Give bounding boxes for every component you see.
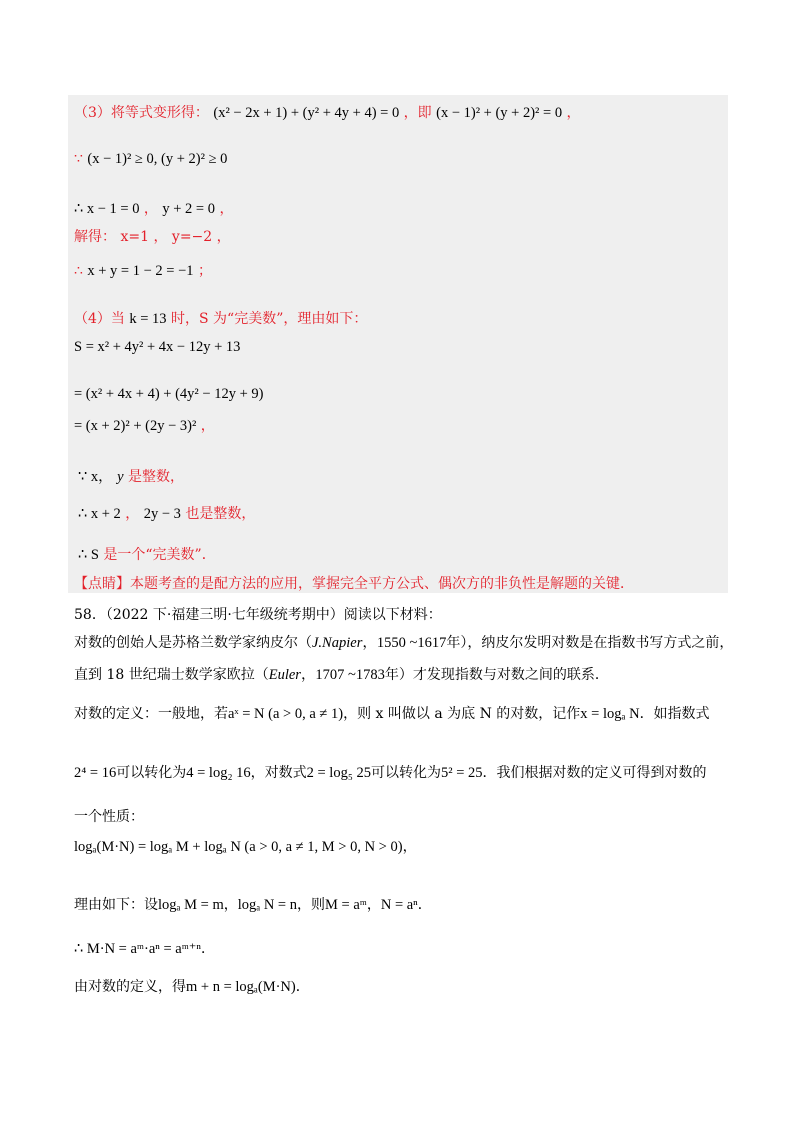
part3-line1 <box>74 104 581 122</box>
problem-p2 <box>74 666 609 684</box>
final-eq: m + n = logₐ(M·N) <box>186 979 296 995</box>
solve-label: 解得： <box>74 229 116 245</box>
final-a: 由对数的定义，得 <box>74 979 186 995</box>
part4-k-eq: k = 13 <box>129 311 167 327</box>
part4-step2-end: ， <box>200 418 215 434</box>
mult-end: ． <box>201 941 215 957</box>
problem-p1 <box>74 634 733 652</box>
part3-line2 <box>74 150 227 168</box>
reason-eq4: N = aⁿ <box>380 897 418 913</box>
part3-sep: ，即 <box>403 105 432 121</box>
so-symbol: ∴ <box>74 263 83 279</box>
problem-title-text: 58．（2022 下·福建三明·七年级统考期中）阅读以下材料： <box>74 607 442 623</box>
solve-y: y=−2 <box>171 229 213 245</box>
def-b: ，则 x 叫做以 a 为底 N 的对数，记作 <box>343 706 581 722</box>
problem-title <box>74 606 442 624</box>
part4-line4 <box>74 417 215 435</box>
final-end: ． <box>295 979 310 995</box>
ex-t2: ，对数式 <box>250 765 307 781</box>
part4-because-xy: ∵ x， <box>78 469 113 485</box>
mult-eq: ∴ M·N = aᵐ·aⁿ = aᵐ⁺ⁿ <box>74 941 201 957</box>
part3-line5 <box>74 262 212 280</box>
ex-eq2: 4 = log₂ 16 <box>186 765 251 781</box>
part3-condition: (x − 1)² ≥ 0, (y + 2)² ≥ 0 <box>87 151 228 167</box>
ex-eq3: 2 = log₅ 25 <box>306 765 372 781</box>
solve-sep: ， <box>153 229 168 245</box>
euler-name: Euler <box>268 667 301 683</box>
part4-step2: = (x + 2)² + (2y − 3)² <box>74 418 197 434</box>
part3-line4 <box>74 228 231 246</box>
ex-t3: 可以转化为 <box>371 765 442 781</box>
ex-t4: ．我们根据对数的定义可得到对数的 <box>482 765 707 781</box>
property-line <box>74 838 417 856</box>
part4-therefore-sep: ， <box>125 506 140 522</box>
ex-eq4: 5² = 25 <box>441 765 483 781</box>
def-a: 对数的定义：一般地，若 <box>74 706 228 722</box>
part3-end: ， <box>566 105 581 121</box>
def-log: x = logₐ N <box>580 706 640 722</box>
multiply-line <box>74 940 215 958</box>
part4-y-var: y <box>117 469 124 485</box>
part4-final-text: 是一个“完美数”． <box>103 547 216 563</box>
ex-t1: 可以转化为 <box>116 765 187 781</box>
p1-a: 对数的创始人是苏格兰数学家纳皮尔（ <box>74 635 312 651</box>
reason-t: ，则 <box>297 897 325 913</box>
part4-mid: 时，S 为“完美数”，理由如下： <box>171 311 368 327</box>
p2-a: 直到 18 世纪瑞士数学家欧拉（ <box>74 667 269 683</box>
reason-end: ． <box>417 897 432 913</box>
example-line <box>74 764 707 782</box>
prop-end: ， <box>402 839 417 855</box>
part4-line6 <box>78 505 255 523</box>
part4-line1 <box>74 310 367 328</box>
part3-therefore-end: ， <box>219 201 234 217</box>
comment-text: 【点睛】本题考查的是配方法的应用，掌握完全平方公式、偶次方的非负性是解题的关键． <box>74 576 634 592</box>
part4-final-sym: ∴ S <box>78 547 99 563</box>
prop-eq: logₐ(M·N) = logₐ M + logₐ N (a > 0, a ≠ 1, M > 0, N > 0) <box>74 839 403 855</box>
def-eq: aˣ = N (a > 0, a ≠ 1) <box>228 706 344 722</box>
reason-sep1: ， <box>223 897 238 913</box>
part4-therefore-b: 2y − 3 <box>143 506 181 522</box>
reason-eq2: logₐ N = n <box>237 897 297 913</box>
property-intro <box>74 808 144 826</box>
part4-line2 <box>74 338 240 356</box>
because-symbol: ∵ <box>74 151 83 167</box>
part3-line3 <box>74 200 233 218</box>
napier-name: J.Napier <box>312 635 363 651</box>
final-line <box>74 978 310 996</box>
part4-line5 <box>78 468 184 486</box>
part4-line7 <box>78 546 216 564</box>
def-c: ．如指数式 <box>639 706 710 722</box>
part4-step1: = (x² + 4x + 4) + (4y² − 12y + 9) <box>74 386 264 402</box>
part3-so-end: ； <box>197 263 212 279</box>
solve-end: ， <box>216 229 231 245</box>
reason-a: 理由如下：设 <box>74 897 158 913</box>
part3-intro: （3）将等式变形得： <box>74 105 209 121</box>
part3-therefore-sep: ， <box>143 201 158 217</box>
ex-eq1: 2⁴ = 16 <box>74 765 117 781</box>
p2-b: 年）才发现指数与对数之间的联系． <box>384 667 609 683</box>
part4-s-def: S = x² + 4y² + 4x − 12y + 13 <box>74 339 241 355</box>
reason-line <box>74 896 432 914</box>
prop-intro: 一个性质： <box>74 809 144 825</box>
part3-eq2: (x − 1)² + (y + 2)² = 0 <box>436 105 563 121</box>
definition-line <box>74 705 710 723</box>
part4-because-end: 是整数， <box>127 469 184 485</box>
reason-sep2: ， <box>366 897 381 913</box>
reason-eq3: M = aᵐ <box>325 897 367 913</box>
part4-intro: （4）当 <box>74 311 125 327</box>
napier-years: ，1550 ~1617 <box>362 635 447 651</box>
part4-line3 <box>74 385 263 403</box>
part4-therefore-a: ∴ x + 2 <box>78 506 121 522</box>
solve-x: x=1 <box>120 229 149 245</box>
euler-years: ，1707 ~1783 <box>300 667 385 683</box>
part3-so-eq: x + y = 1 − 2 = −1 <box>87 263 194 279</box>
part3-eq1: (x² − 2x + 1) + (y² + 4y + 4) = 0 <box>213 105 400 121</box>
p1-b: 年），纳皮尔发明对数是在指数书写方式之前， <box>446 635 734 651</box>
part4-therefore-end: 也是整数， <box>185 506 256 522</box>
part3-therefore-b: y + 2 = 0 <box>162 201 215 217</box>
comment-line <box>74 575 634 593</box>
part3-therefore-a: ∴ x − 1 = 0 <box>74 201 140 217</box>
reason-eq1: logₐ M = m <box>158 897 224 913</box>
